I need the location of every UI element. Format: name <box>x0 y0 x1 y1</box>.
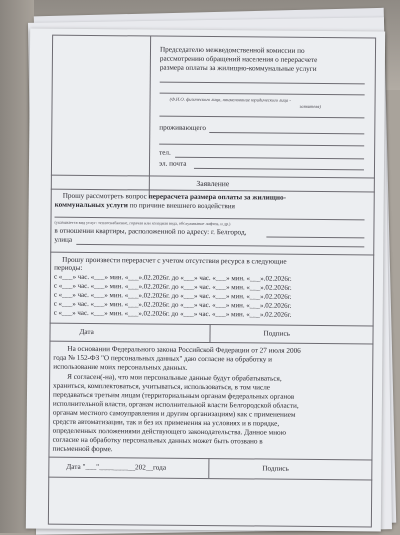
consent-line-1: На основании Федерального закона Российской Федерации от 27 июля 2006 <box>67 344 301 355</box>
street-label: улица <box>54 235 73 244</box>
fio-hint-2: заявителя) <box>299 103 321 110</box>
living-label: проживающего <box>159 123 206 132</box>
periods-intro-2: периоды: <box>54 263 83 272</box>
consent-line-7: исполнительной власти, органам исполнительной власти Белгородской области, <box>52 399 299 410</box>
period-row-2: с «___» час. «___» мин. «___».02.2026г. до «___» час. «___» мин. «___».02.2026г. <box>53 282 292 292</box>
application-form-sheet <box>26 28 385 531</box>
consent-line-8: органам местного самоуправления и другим организациям) как с применением <box>52 408 296 419</box>
sign2-divider <box>208 458 209 478</box>
para-bold-2: коммунальных услуги <box>54 200 128 210</box>
consent-line-9: средств автоматизации, так и без их применения на условиях и в порядке, <box>52 417 280 428</box>
address-text: в отношении квартиры, расположенной по адресу: г. Белгород, <box>54 226 247 237</box>
para-text-1: Прошу рассмотреть вопрос <box>62 191 147 201</box>
consent-line-5: храниться, комплектоваться, учитываться, использоваться, в том числе <box>53 381 271 392</box>
fio-hint-1: (Ф.И.О. физического лица, наименование юридического лица - <box>169 96 291 103</box>
consent-line-6: передаваться третьим лицам (территориальным органам федеральных органов <box>52 390 295 401</box>
consent-line-10: определенных положениями действующего законодательства. Данное мною <box>52 426 287 437</box>
period-row-1: с «___» час. «___» мин. «___».02.2026г. до «___» час. «___» мин. «___».02.2026г. <box>53 273 292 283</box>
sign1-divider <box>209 324 210 342</box>
header-line-1: Председателю межведомственной комиссии по <box>159 45 305 55</box>
header-line-2: рассмотрению обращений населения о перерасчете <box>159 54 318 64</box>
consent-line-11: согласие на обработку персональных данных может быть отозвано в <box>52 435 263 446</box>
sign1-date-label: Дата <box>79 327 94 337</box>
phone-label: тел. <box>159 148 171 157</box>
email-label: эл. почта <box>158 159 187 168</box>
sign1-signature-label: Подпись <box>263 329 290 338</box>
period-row-3: с «___» час. «___» мин. «___».02.2026г. до «___» час. «___» мин. «___».02.2026г. <box>53 291 292 301</box>
consent-line-4: Я согласен(-на), что мои персональные данные будут обрабатываться, <box>67 372 282 383</box>
consent-line-2: года № 152-ФЗ "О персональных данных" даю согласие на обработку и <box>53 353 273 364</box>
periods-intro-1: Прошу произвести перерасчет с учетом отсутствия ресурса в следующие <box>62 255 287 266</box>
para-text-2: по причине внешнего воздействия <box>129 201 235 211</box>
application-title: Заявление <box>196 178 230 189</box>
consent-line-3: использование моих персональных данных. <box>53 362 188 372</box>
sign2-signature-label: Подпись <box>262 464 289 473</box>
sign2-date-label: Дата "___"__________202__года <box>66 462 167 472</box>
period-row-4: с «___» час. «___» мин. «___».02.2026г. до «___» час. «___» мин. «___».02.2026г. <box>53 300 292 310</box>
para-bold-1: перерасчета размера оплаты за жилищно- <box>148 192 287 202</box>
period-row-5: с «___» час. «___» мин. «___».02.2026г. до «___» час. «___» мин. «___».02.2026г. <box>53 309 292 319</box>
header-line-3: размера оплаты за жилищно-коммунальные услуги <box>159 63 317 73</box>
consent-line-12: письменной форме. <box>52 444 113 454</box>
services-hint: (указывается вид услуг: теплоснабжение, горячая или холодная вода, обслуживание лифтов, и др.) <box>54 219 231 227</box>
